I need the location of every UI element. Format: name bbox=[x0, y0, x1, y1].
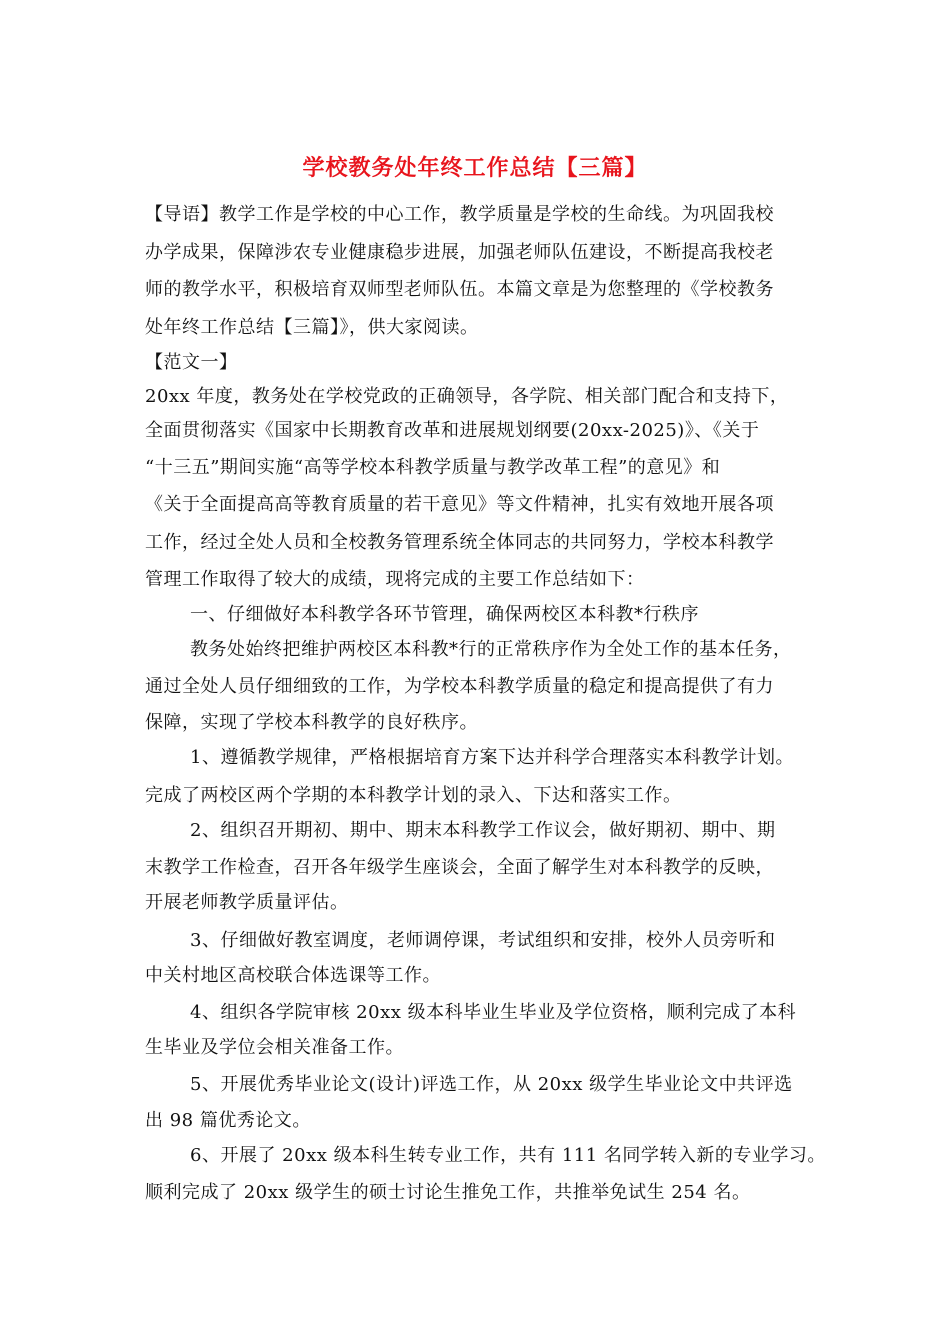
paragraph-line: 通过全处人员仔细细致的工作，为学校本科教学质量的稳定和提高提供了有力 bbox=[145, 676, 774, 697]
paragraph-line: 顺利完成了 20xx 级学生的硕士讨论生推免工作，共推举免试生 254 名。 bbox=[145, 1182, 751, 1203]
document-title: 学校教务处年终工作总结【三篇】 bbox=[302, 155, 648, 181]
paragraph-line: 管理工作取得了较大的成绩，现将完成的主要工作总结如下： bbox=[145, 569, 645, 590]
paragraph-line: 末教学工作检查，召开各年级学生座谈会，全面了解学生对本科教学的反映， bbox=[145, 857, 774, 878]
list-item-line: 4、组织各学院审核 20xx 级本科毕业生毕业及学位资格，顺利完成了本科 bbox=[190, 1002, 797, 1023]
list-item-line: 1、遵循教学规律，严格根据培育方案下达并科学合理落实本科教学计划。 bbox=[190, 747, 794, 768]
paragraph-line: 《关于全面提高高等教育质量的若干意见》等文件精神，扎实有效地开展各项 bbox=[145, 494, 774, 515]
paragraph-line: 完成了两校区两个学期的本科教学计划的录入、下达和落实工作。 bbox=[145, 785, 682, 806]
paragraph-line: 全面贯彻落实《国家中长期教育改革和进展规划纲要(20xx-2025)》、《关于 bbox=[145, 420, 760, 441]
paragraph-line: “十三五”期间实施“高等学校本科教学质量与教学改革工程”的意见》和 bbox=[145, 457, 721, 478]
paragraph-line: 生毕业及学位会相关准备工作。 bbox=[145, 1037, 404, 1058]
paragraph-line: 20xx 年度，教务处在学校党政的正确领导，各学院、相关部门配合和支持下， bbox=[145, 386, 789, 407]
paragraph-line: 中关村地区高校联合体选课等工作。 bbox=[145, 965, 441, 986]
paragraph-line: 保障，实现了学校本科教学的良好秩序。 bbox=[145, 712, 478, 733]
list-item-line: 6、开展了 20xx 级本科生转专业工作，共有 111 名同学转入新的专业学习。 bbox=[190, 1145, 826, 1166]
paragraph-line: 处年终工作总结【三篇】》，供大家阅读。 bbox=[145, 317, 479, 338]
paragraph-line: 工作，经过全处人员和全校教务管理系统全体同志的共同努力，学校本科教学 bbox=[145, 532, 774, 553]
paragraph-line: 开展老师教学质量评估。 bbox=[145, 892, 349, 913]
paragraph-line: 师的教学水平，积极培育双师型老师队伍。本篇文章是为您整理的《学校教务 bbox=[145, 279, 774, 300]
list-item-line: 3、仔细做好教室调度，老师调停课，考试组织和安排，校外人员旁听和 bbox=[190, 930, 776, 951]
paragraph-line: 教务处始终把维护两校区本科教*行的正常秩序作为全处工作的基本任务， bbox=[190, 639, 792, 660]
subsection-heading: 一、仔细做好本科教学各环节管理，确保两校区本科教*行秩序 bbox=[190, 604, 699, 625]
section-heading: 【范文一】 bbox=[145, 352, 238, 373]
paragraph-line: 出 98 篇优秀论文。 bbox=[145, 1110, 311, 1131]
list-item-line: 2、组织召开期初、期中、期末本科教学工作议会，做好期初、期中、期 bbox=[190, 820, 776, 841]
paragraph-line: 【导语】教学工作是学校的中心工作，教学质量是学校的生命线。为巩固我校 bbox=[145, 204, 774, 225]
paragraph-line: 办学成果，保障涉农专业健康稳步进展，加强老师队伍建设，不断提高我校老 bbox=[145, 242, 774, 263]
list-item-line: 5、开展优秀毕业论文(设计)评选工作，从 20xx 级学生毕业论文中共评选 bbox=[190, 1074, 793, 1095]
